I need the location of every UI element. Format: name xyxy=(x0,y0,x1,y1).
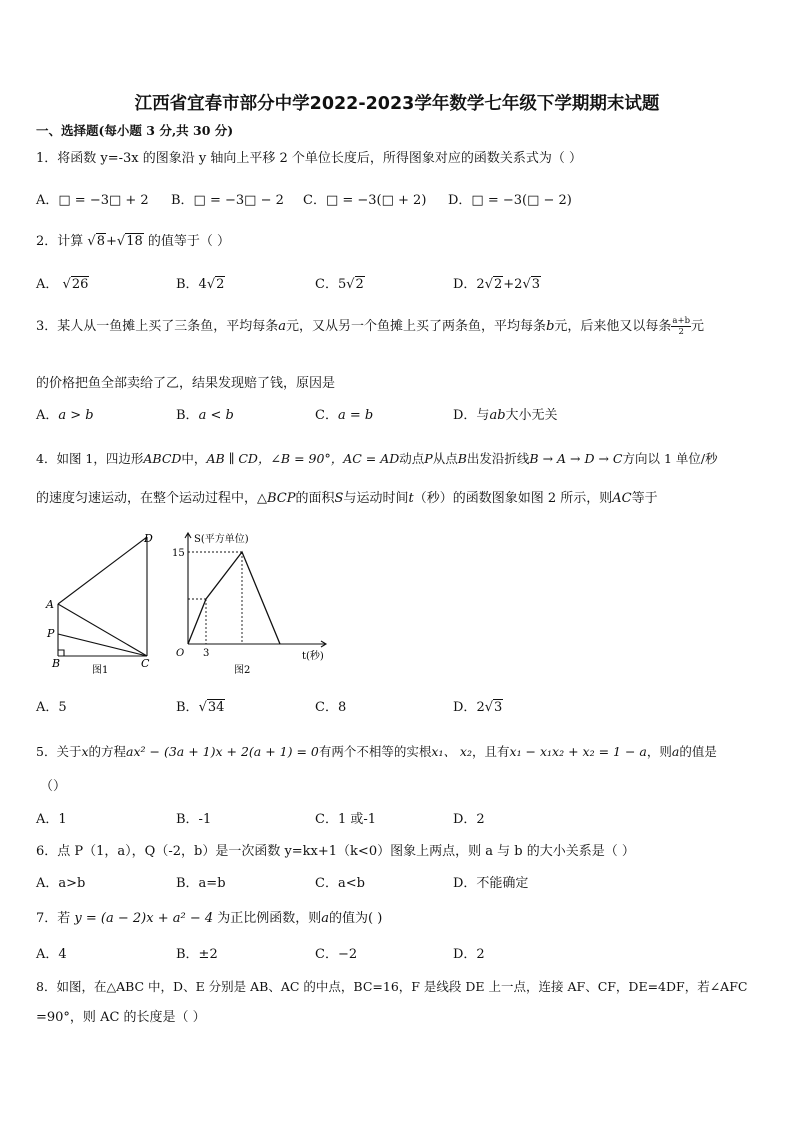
q6-option-a: A．a>b xyxy=(36,876,86,891)
q6-option-d: D．不能确定 xyxy=(453,876,529,891)
q5-condition: x₁ − x₁x₂ + x₂ = 1 − a xyxy=(509,744,647,759)
q2-option-b: B．4√2 xyxy=(176,277,225,292)
segment-pc xyxy=(58,634,147,656)
var-a: a xyxy=(278,319,287,334)
q3-stem-line1: 3．某人从一鱼摊上买了三条鱼，平均每条a元，又从另一个鱼摊上买了两条鱼，平均每条b元，后来他又以每条 $\frac{a+b}{2}$元 xyxy=(36,316,705,337)
q5-paren: （） xyxy=(40,779,67,794)
q1-option-d: D．□ = −3(□ − 2) xyxy=(448,193,572,208)
q8-stem-line2: =90°，则 AC 的长度是（ ） xyxy=(36,1010,206,1025)
tick-3: 3 xyxy=(203,648,210,659)
label-d: D xyxy=(144,532,153,545)
q7-option-c: C．−2 xyxy=(315,947,358,962)
q1-option-b: B．□ = −3□ − 2 xyxy=(171,193,284,208)
right-angle-mark xyxy=(58,650,64,656)
q3-option-a: A．a > b xyxy=(36,408,94,423)
q4-option-a: A．5 xyxy=(36,700,67,715)
figure-2 xyxy=(170,528,335,678)
q7-option-a: A．4 xyxy=(36,947,67,962)
t-axis-label: t(秒) xyxy=(302,651,324,662)
q3-stem-line2: 的价格把鱼全部卖给了乙，结果发现赔了钱，原因是 xyxy=(36,376,336,391)
q4-option-d: D．2√3 xyxy=(453,700,503,715)
segment-ac xyxy=(58,604,147,656)
figure-2-caption: 图2 xyxy=(234,665,251,676)
q2-expr: √8+√18 xyxy=(87,234,143,249)
q2-option-d: D．2√2+2√3 xyxy=(453,277,541,292)
tick-15: 15 xyxy=(172,548,185,559)
q5-equation: ax² − (3a + 1)x + 2(a + 1) = 0 xyxy=(126,744,319,759)
q2-stem-b: 的值等于（ ） xyxy=(147,234,231,249)
q4-option-c: C．8 xyxy=(315,700,347,715)
q4-stem-line1: 4．如图 1，四边形ABCD中，AB ∥ CD，∠B = 90°，AC = AD动点P从点B出发沿折线B → A → D → C方向以 1 单位/秒 xyxy=(36,451,718,466)
label-c: C xyxy=(141,657,150,670)
q6-option-b: B．a=b xyxy=(176,876,226,891)
figure-1 xyxy=(36,528,166,678)
segment-ad xyxy=(58,537,147,604)
q8-stem-line1: 8．如图，在△ABC 中，D、E 分别是 AB、AC 的中点，BC=16，F 是线段 DE 上一点，连接 AF、CF，DE=4DF，若∠AFC xyxy=(36,979,748,994)
q2-option-c: C．5√2 xyxy=(315,277,364,292)
label-p: P xyxy=(47,627,55,640)
q3-option-d: D．与ab大小无关 xyxy=(453,408,558,423)
q1-option-c: C．□ = −3(□ + 2) xyxy=(303,193,427,208)
q3-option-b: B．a < b xyxy=(176,408,234,423)
origin-label: O xyxy=(176,648,185,659)
q2-stem xyxy=(36,234,230,250)
q1-stem: 1．将函数 y=-3x 的图象沿 y 轴向上平移 2 个单位长度后，所得图象对应的函数关系式为（ ） xyxy=(36,151,583,166)
q5-option-d: D．2 xyxy=(453,812,485,827)
q6-stem: 6．点 P（1，a），Q（-2，b）是一次函数 y=kx+1（k<0）图象上两点，则 a 与 b 的大小关系是（ ） xyxy=(36,844,635,859)
q7-option-b: B．±2 xyxy=(176,947,218,962)
section-heading: 一、选择题(每小题 3 分,共 30 分) xyxy=(36,123,234,138)
label-b: B xyxy=(52,657,61,670)
q7-stem: 7．若 y = (a − 2)x + a² − 4 为正比例函数，则a的值为( ) xyxy=(36,911,383,926)
q5-option-c: C．1 或-1 xyxy=(315,812,377,827)
q2-stem-a: 2．计算 xyxy=(36,234,84,249)
q7-option-d: D．2 xyxy=(453,947,485,962)
q5-stem-line1: 5．关于x的方程ax² − (3a + 1)x + 2(a + 1) = 0有两个不相等的实根x₁、 x₂，且有x₁ − x₁x₂ + x₂ = 1 − a，则a的值是 xyxy=(36,744,717,759)
label-a: A xyxy=(46,598,54,611)
q6-option-c: C．a<b xyxy=(315,876,365,891)
fraction-a-plus-b-over-2: $\frac{a+b}{2}$ xyxy=(672,316,691,337)
q4-stem-line2: 的速度匀速运动，在整个运动过程中，△BCP的面积S与运动时间t（秒）的函数图象如图 2 所示，则AC等于 xyxy=(36,491,658,506)
q5-option-b: B．-1 xyxy=(176,812,212,827)
q2-option-a: A． √26 xyxy=(36,277,89,292)
q3-option-c: C．a = b xyxy=(315,408,374,423)
var-b: b xyxy=(546,319,555,334)
q1-option-a: A．□ = −3□ + 2 xyxy=(36,193,149,208)
figure-1-caption: 图1 xyxy=(92,665,109,676)
graph-polyline xyxy=(188,552,280,644)
q7-equation: y = (a − 2)x + a² − 4 xyxy=(74,911,214,926)
q5-option-a: A．1 xyxy=(36,812,67,827)
s-axis-label: S(平方单位) xyxy=(194,534,249,545)
q4-option-b: B．√34 xyxy=(176,700,225,715)
page-title: 江西省宜春市部分中学2022-2023学年数学七年级下学期期末试题 xyxy=(134,94,660,114)
